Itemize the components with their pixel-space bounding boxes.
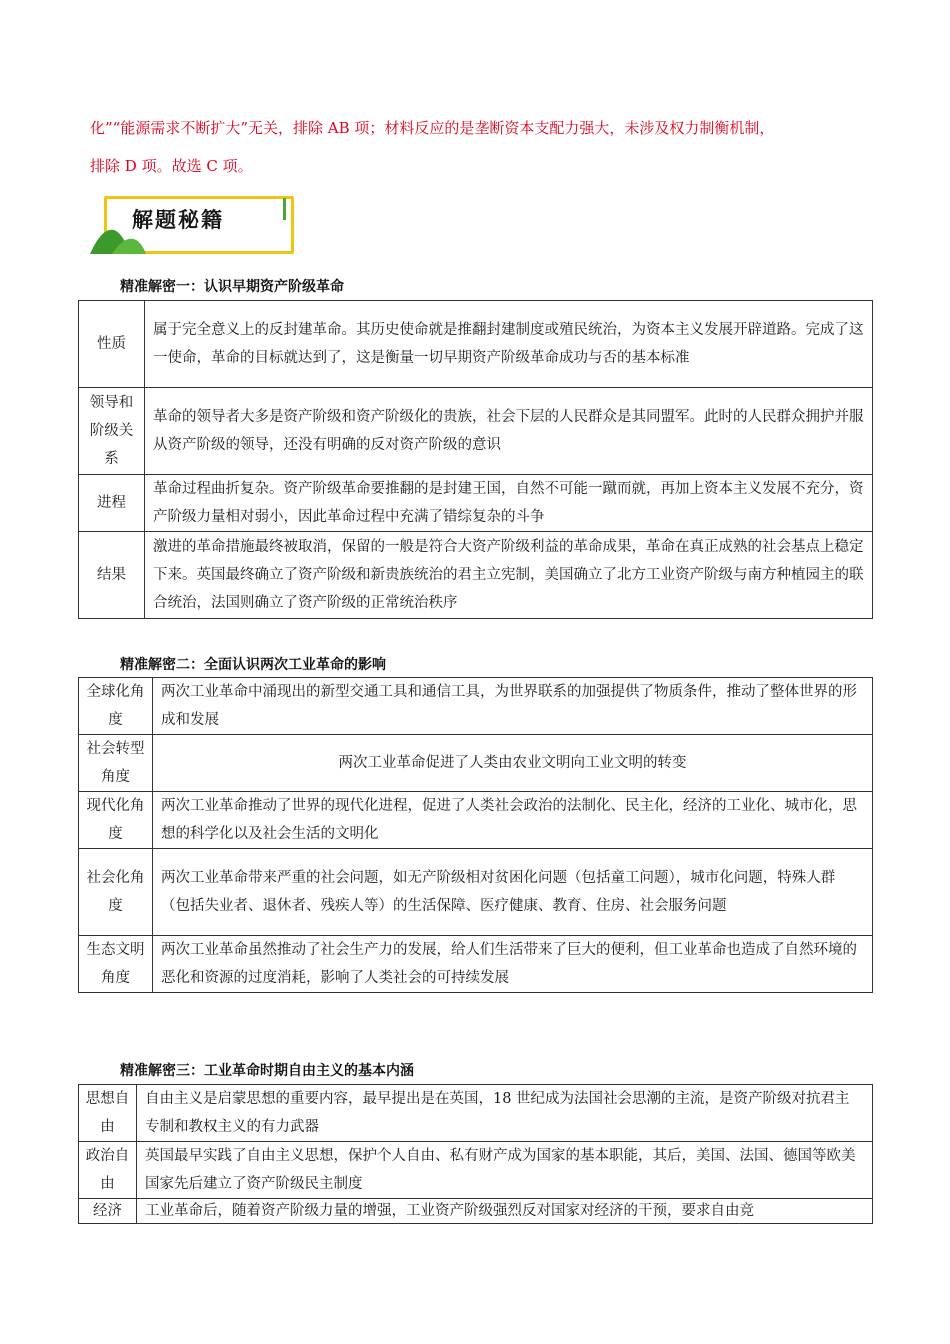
row-key: 性质 <box>79 301 145 388</box>
row-key: 现代化角度 <box>79 792 153 849</box>
table-row <box>79 936 873 993</box>
row-value: 两次工业革命虽然推动了社会生产力的发展，给人们生活带来了巨大的便利，但工业革命也造成了自然环境的恶化和资源的过度消耗，影响了人类社会的可持续发展 <box>153 936 873 993</box>
row-key: 全球化角度 <box>79 678 153 735</box>
table-row <box>79 301 873 388</box>
table-industrial-revolution-impact <box>78 677 873 993</box>
row-value: 两次工业革命中涌现出的新型交通工具和通信工具，为世界联系的加强提供了物质条件，推动了整体世界的形成和发展 <box>153 678 873 735</box>
answer-explanation-line-1: 化”“能源需求不断扩大”无关，排除 AB 项；材料反应的是垄断资本支配力强大，未涉及权力制衡机制， <box>90 119 775 137</box>
row-key: 结果 <box>79 532 145 619</box>
row-key: 经济 <box>79 1199 137 1224</box>
row-value: 英国最早实践了自由主义思想，保护个人自由、私有财产成为国家的基本职能，其后，美国、法国、德国等欧美国家先后建立了资产阶级民主制度 <box>137 1142 873 1199</box>
row-key: 生态文明角度 <box>79 936 153 993</box>
section-3-title: 精准解密三：工业革命时期自由主义的基本内涵 <box>120 1063 414 1079</box>
row-key: 思想自由 <box>79 1085 137 1142</box>
row-key: 社会转型角度 <box>79 735 153 792</box>
table-row <box>79 735 873 792</box>
row-value: 两次工业革命带来严重的社会问题，如无产阶级相对贫困化问题（包括童工问题），城市化问题，特殊人群（包括失业者、退休者、残疾人等）的生活保障、医疗健康、教育、住房、社会服务问题 <box>153 849 873 936</box>
section-2-title: 精准解密二：全面认识两次工业革命的影响 <box>120 657 386 673</box>
banner-accent-mark <box>283 198 286 220</box>
row-value: 革命的领导者大多是资产阶级和资产阶级化的贵族，社会下层的人民群众是其同盟军。此时的人民群众拥护并服从资产阶级的领导，还没有明确的反对资产阶级的意识 <box>145 388 873 475</box>
table-row <box>79 532 873 619</box>
row-value: 两次工业革命促进了人类由农业文明向工业文明的转变 <box>153 735 873 792</box>
table-row <box>79 792 873 849</box>
row-value: 两次工业革命推动了世界的现代化进程，促进了人类社会政治的法制化、民主化，经济的工业化、城市化，思想的科学化以及社会生活的文明化 <box>153 792 873 849</box>
section-1-title: 精准解密一：认识早期资产阶级革命 <box>120 279 344 295</box>
table-row <box>79 388 873 475</box>
row-key: 进程 <box>79 475 145 532</box>
table-row <box>79 1142 873 1199</box>
table-row <box>79 475 873 532</box>
row-value: 工业革命后，随着资产阶级力量的增强，工业资产阶级强烈反对国家对经济的干预，要求自由竞 <box>137 1199 873 1224</box>
row-value: 激进的革命措施最终被取消，保留的一般是符合大资产阶级利益的革命成果，革命在真正成熟的社会基点上稳定下来。英国最终确立了资产阶级和新贵族统治的君主立宪制，美国确立了北方工业资产阶级与南方种植园主的联合统治，法国则确立了资产阶级的正常统治秩序 <box>145 532 873 619</box>
table-row <box>79 849 873 936</box>
row-value: 属于完全意义上的反封建革命。其历史使命就是推翻封建制度或殖民统治，为资本主义发展开辟道路。完成了这一使命，革命的目标就达到了，这是衡量一切早期资产阶级革命成功与否的基本标准 <box>145 301 873 388</box>
row-key: 社会化角度 <box>79 849 153 936</box>
table-liberalism-connotation <box>78 1084 873 1224</box>
banner-title: 解题秘籍 <box>132 208 224 232</box>
row-value: 革命过程曲折复杂。资产阶级革命要推翻的是封建王国，自然不可能一蹴而就，再加上资本主义发展不充分，资产阶级力量相对弱小，因此革命过程中充满了错综复杂的斗争 <box>145 475 873 532</box>
table-row <box>79 1085 873 1142</box>
answer-explanation-line-2: 排除 D 项。故选 C 项。 <box>90 157 253 175</box>
row-key: 政治自由 <box>79 1142 137 1199</box>
tips-banner <box>90 192 298 262</box>
row-value: 自由主义是启蒙思想的重要内容，最早提出是在英国，18 世纪成为法国社会思潮的主流，是资产阶级对抗君主专制和教权主义的有力武器 <box>137 1085 873 1142</box>
table-row <box>79 1199 873 1224</box>
table-row <box>79 678 873 735</box>
table-early-bourgeois-revolution <box>78 300 873 619</box>
row-key: 领导和阶级关系 <box>79 388 145 475</box>
